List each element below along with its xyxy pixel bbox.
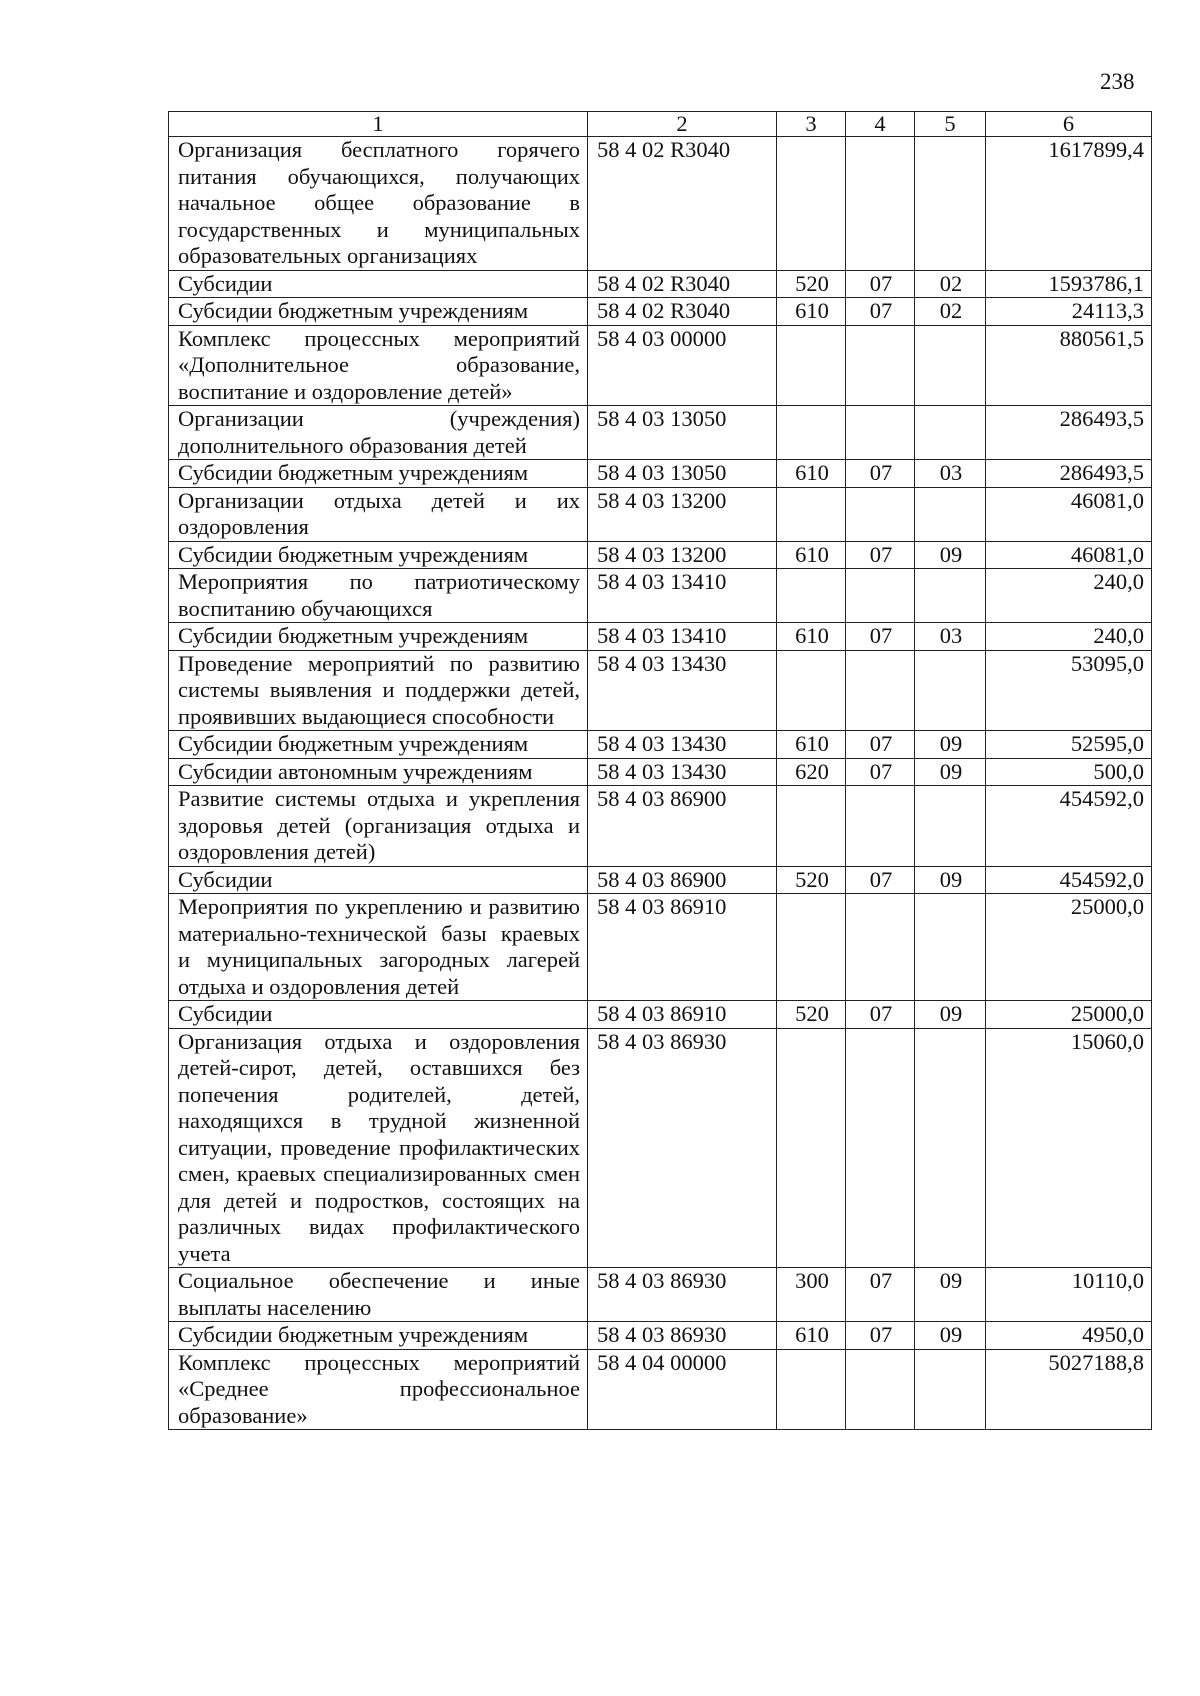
row-code-cell: 58 4 03 13430 bbox=[588, 758, 777, 786]
row-name-cell: Субсидии бюджетным учреждениям bbox=[169, 731, 588, 759]
row-amount-cell: 53095,0 bbox=[986, 650, 1152, 731]
row-expense-type-cell: 520 bbox=[777, 270, 846, 298]
header-cell: 2 bbox=[588, 112, 777, 137]
table-row bbox=[169, 270, 1152, 298]
row-expense-type-cell: 610 bbox=[777, 460, 846, 488]
row-name-cell: Организации отдыха детей и их оздоровления bbox=[169, 487, 588, 541]
row-amount-cell: 10110,0 bbox=[986, 1268, 1152, 1322]
row-name-cell: Комплекс процессных мероприятий «Дополнительное образование, воспитание и оздоровление детей» bbox=[169, 325, 588, 406]
row-name-cell: Субсидии бюджетным учреждениям bbox=[169, 460, 588, 488]
row-section-cell bbox=[846, 406, 915, 460]
row-expense-type-cell bbox=[777, 650, 846, 731]
row-subsection-cell: 09 bbox=[915, 1001, 986, 1029]
row-subsection-cell bbox=[915, 325, 986, 406]
row-code-cell: 58 4 03 00000 bbox=[588, 325, 777, 406]
row-expense-type-cell bbox=[777, 569, 846, 623]
row-amount-cell: 240,0 bbox=[986, 623, 1152, 651]
table-row bbox=[169, 406, 1152, 460]
table-row bbox=[169, 460, 1152, 488]
header-cell: 3 bbox=[777, 112, 846, 137]
row-expense-type-cell: 610 bbox=[777, 623, 846, 651]
row-expense-type-cell: 610 bbox=[777, 731, 846, 759]
row-section-cell: 07 bbox=[846, 866, 915, 894]
table-row bbox=[169, 1001, 1152, 1029]
row-subsection-cell bbox=[915, 406, 986, 460]
row-expense-type-cell bbox=[777, 325, 846, 406]
row-subsection-cell: 09 bbox=[915, 1322, 986, 1350]
row-name-cell: Организация бесплатного горячего питания обучающихся, получающих начальное общее образование в государственных и муниципальных образовательных организациях bbox=[169, 137, 588, 271]
row-name-cell: Проведение мероприятий по развитию системы выявления и поддержки детей, проявивших выдающиеся способности bbox=[169, 650, 588, 731]
row-code-cell: 58 4 03 13200 bbox=[588, 487, 777, 541]
row-amount-cell: 52595,0 bbox=[986, 731, 1152, 759]
table-row bbox=[169, 650, 1152, 731]
table-row bbox=[169, 623, 1152, 651]
row-section-cell: 07 bbox=[846, 270, 915, 298]
row-amount-cell: 1593786,1 bbox=[986, 270, 1152, 298]
table-row bbox=[169, 866, 1152, 894]
table-body bbox=[169, 137, 1152, 1430]
row-expense-type-cell: 610 bbox=[777, 298, 846, 326]
row-amount-cell: 286493,5 bbox=[986, 460, 1152, 488]
row-expense-type-cell: 610 bbox=[777, 1322, 846, 1350]
header-cell: 5 bbox=[915, 112, 986, 137]
row-name-cell: Субсидии бюджетным учреждениям bbox=[169, 298, 588, 326]
row-section-cell bbox=[846, 137, 915, 271]
row-amount-cell: 15060,0 bbox=[986, 1028, 1152, 1268]
row-code-cell: 58 4 02 R3040 bbox=[588, 270, 777, 298]
row-subsection-cell: 03 bbox=[915, 460, 986, 488]
row-name-cell: Организация отдыха и оздоровления детей-сирот, детей, оставшихся без попечения родителей, детей, находящихся в трудной жизненной ситуации, проведение профилактических смен, краевых специализированных смен для детей и подростков, состоящих на различных видах профилактического учета bbox=[169, 1028, 588, 1268]
row-name-cell: Развитие системы отдыха и укрепления здоровья детей (организация отдыха и оздоровления детей) bbox=[169, 786, 588, 867]
table-row bbox=[169, 298, 1152, 326]
row-code-cell: 58 4 03 86930 bbox=[588, 1268, 777, 1322]
row-code-cell: 58 4 03 13410 bbox=[588, 569, 777, 623]
row-code-cell: 58 4 04 00000 bbox=[588, 1349, 777, 1430]
row-section-cell bbox=[846, 650, 915, 731]
row-section-cell bbox=[846, 786, 915, 867]
row-amount-cell: 454592,0 bbox=[986, 866, 1152, 894]
table-header-row bbox=[169, 112, 1152, 137]
row-code-cell: 58 4 03 86930 bbox=[588, 1028, 777, 1268]
row-subsection-cell bbox=[915, 487, 986, 541]
row-section-cell bbox=[846, 325, 915, 406]
table-row bbox=[169, 137, 1152, 271]
row-amount-cell: 500,0 bbox=[986, 758, 1152, 786]
row-expense-type-cell: 520 bbox=[777, 1001, 846, 1029]
row-subsection-cell: 03 bbox=[915, 623, 986, 651]
row-expense-type-cell: 300 bbox=[777, 1268, 846, 1322]
header-cell: 6 bbox=[986, 112, 1152, 137]
row-name-cell: Комплекс процессных мероприятий «Среднее профессиональное образование» bbox=[169, 1349, 588, 1430]
row-amount-cell: 25000,0 bbox=[986, 894, 1152, 1001]
row-code-cell: 58 4 03 86910 bbox=[588, 894, 777, 1001]
row-section-cell bbox=[846, 1028, 915, 1268]
row-section-cell bbox=[846, 894, 915, 1001]
row-subsection-cell bbox=[915, 650, 986, 731]
row-expense-type-cell: 610 bbox=[777, 541, 846, 569]
table-row bbox=[169, 1268, 1152, 1322]
row-section-cell bbox=[846, 1349, 915, 1430]
row-subsection-cell bbox=[915, 1028, 986, 1268]
row-subsection-cell bbox=[915, 894, 986, 1001]
row-section-cell bbox=[846, 569, 915, 623]
row-section-cell: 07 bbox=[846, 541, 915, 569]
row-expense-type-cell bbox=[777, 894, 846, 1001]
row-code-cell: 58 4 02 R3040 bbox=[588, 137, 777, 271]
row-name-cell: Мероприятия по укреплению и развитию материально-технической базы краевых и муниципальных загородных лагерей отдыха и оздоровления детей bbox=[169, 894, 588, 1001]
row-subsection-cell: 09 bbox=[915, 1268, 986, 1322]
row-section-cell: 07 bbox=[846, 731, 915, 759]
row-subsection-cell bbox=[915, 569, 986, 623]
table-row bbox=[169, 1349, 1152, 1430]
table-row bbox=[169, 786, 1152, 867]
row-name-cell: Мероприятия по патриотическому воспитанию обучающихся bbox=[169, 569, 588, 623]
row-expense-type-cell bbox=[777, 1349, 846, 1430]
row-code-cell: 58 4 03 86910 bbox=[588, 1001, 777, 1029]
row-section-cell: 07 bbox=[846, 758, 915, 786]
row-code-cell: 58 4 03 13200 bbox=[588, 541, 777, 569]
row-amount-cell: 454592,0 bbox=[986, 786, 1152, 867]
table-row bbox=[169, 1322, 1152, 1350]
row-expense-type-cell bbox=[777, 1028, 846, 1268]
row-subsection-cell: 02 bbox=[915, 298, 986, 326]
row-subsection-cell: 09 bbox=[915, 758, 986, 786]
table-row bbox=[169, 1028, 1152, 1268]
row-name-cell: Субсидии bbox=[169, 1001, 588, 1029]
table-row bbox=[169, 731, 1152, 759]
row-amount-cell: 25000,0 bbox=[986, 1001, 1152, 1029]
row-name-cell: Субсидии бюджетным учреждениям bbox=[169, 1322, 588, 1350]
row-amount-cell: 4950,0 bbox=[986, 1322, 1152, 1350]
table-row bbox=[169, 569, 1152, 623]
row-section-cell: 07 bbox=[846, 623, 915, 651]
row-amount-cell: 286493,5 bbox=[986, 406, 1152, 460]
table-row bbox=[169, 894, 1152, 1001]
row-name-cell: Социальное обеспечение и иные выплаты населению bbox=[169, 1268, 588, 1322]
row-name-cell: Субсидии бюджетным учреждениям bbox=[169, 541, 588, 569]
budget-table bbox=[168, 111, 1152, 1430]
row-section-cell: 07 bbox=[846, 460, 915, 488]
row-code-cell: 58 4 02 R3040 bbox=[588, 298, 777, 326]
row-section-cell: 07 bbox=[846, 298, 915, 326]
row-expense-type-cell: 620 bbox=[777, 758, 846, 786]
row-amount-cell: 240,0 bbox=[986, 569, 1152, 623]
header-cell: 4 bbox=[846, 112, 915, 137]
row-subsection-cell bbox=[915, 137, 986, 271]
row-expense-type-cell bbox=[777, 137, 846, 271]
row-subsection-cell: 09 bbox=[915, 731, 986, 759]
row-amount-cell: 5027188,8 bbox=[986, 1349, 1152, 1430]
row-name-cell: Субсидии bbox=[169, 270, 588, 298]
row-code-cell: 58 4 03 13410 bbox=[588, 623, 777, 651]
page-number: 238 bbox=[1100, 69, 1135, 94]
row-expense-type-cell bbox=[777, 487, 846, 541]
row-section-cell: 07 bbox=[846, 1268, 915, 1322]
table-row bbox=[169, 487, 1152, 541]
row-section-cell: 07 bbox=[846, 1322, 915, 1350]
row-code-cell: 58 4 03 86930 bbox=[588, 1322, 777, 1350]
row-code-cell: 58 4 03 13430 bbox=[588, 650, 777, 731]
row-code-cell: 58 4 03 86900 bbox=[588, 866, 777, 894]
row-amount-cell: 1617899,4 bbox=[986, 137, 1152, 271]
row-section-cell bbox=[846, 487, 915, 541]
row-code-cell: 58 4 03 13050 bbox=[588, 460, 777, 488]
row-expense-type-cell bbox=[777, 786, 846, 867]
table-row bbox=[169, 758, 1152, 786]
row-name-cell: Субсидии бюджетным учреждениям bbox=[169, 623, 588, 651]
row-expense-type-cell: 520 bbox=[777, 866, 846, 894]
table-row bbox=[169, 325, 1152, 406]
row-code-cell: 58 4 03 86900 bbox=[588, 786, 777, 867]
table-row bbox=[169, 541, 1152, 569]
row-amount-cell: 46081,0 bbox=[986, 487, 1152, 541]
header-cell: 1 bbox=[169, 112, 588, 137]
row-subsection-cell: 09 bbox=[915, 866, 986, 894]
row-subsection-cell: 09 bbox=[915, 541, 986, 569]
row-code-cell: 58 4 03 13050 bbox=[588, 406, 777, 460]
row-subsection-cell: 02 bbox=[915, 270, 986, 298]
row-name-cell: Организации (учреждения) дополнительного образования детей bbox=[169, 406, 588, 460]
row-section-cell: 07 bbox=[846, 1001, 915, 1029]
row-expense-type-cell bbox=[777, 406, 846, 460]
row-amount-cell: 880561,5 bbox=[986, 325, 1152, 406]
row-name-cell: Субсидии автономным учреждениям bbox=[169, 758, 588, 786]
row-name-cell: Субсидии bbox=[169, 866, 588, 894]
row-subsection-cell bbox=[915, 1349, 986, 1430]
row-amount-cell: 24113,3 bbox=[986, 298, 1152, 326]
row-subsection-cell bbox=[915, 786, 986, 867]
row-code-cell: 58 4 03 13430 bbox=[588, 731, 777, 759]
row-amount-cell: 46081,0 bbox=[986, 541, 1152, 569]
